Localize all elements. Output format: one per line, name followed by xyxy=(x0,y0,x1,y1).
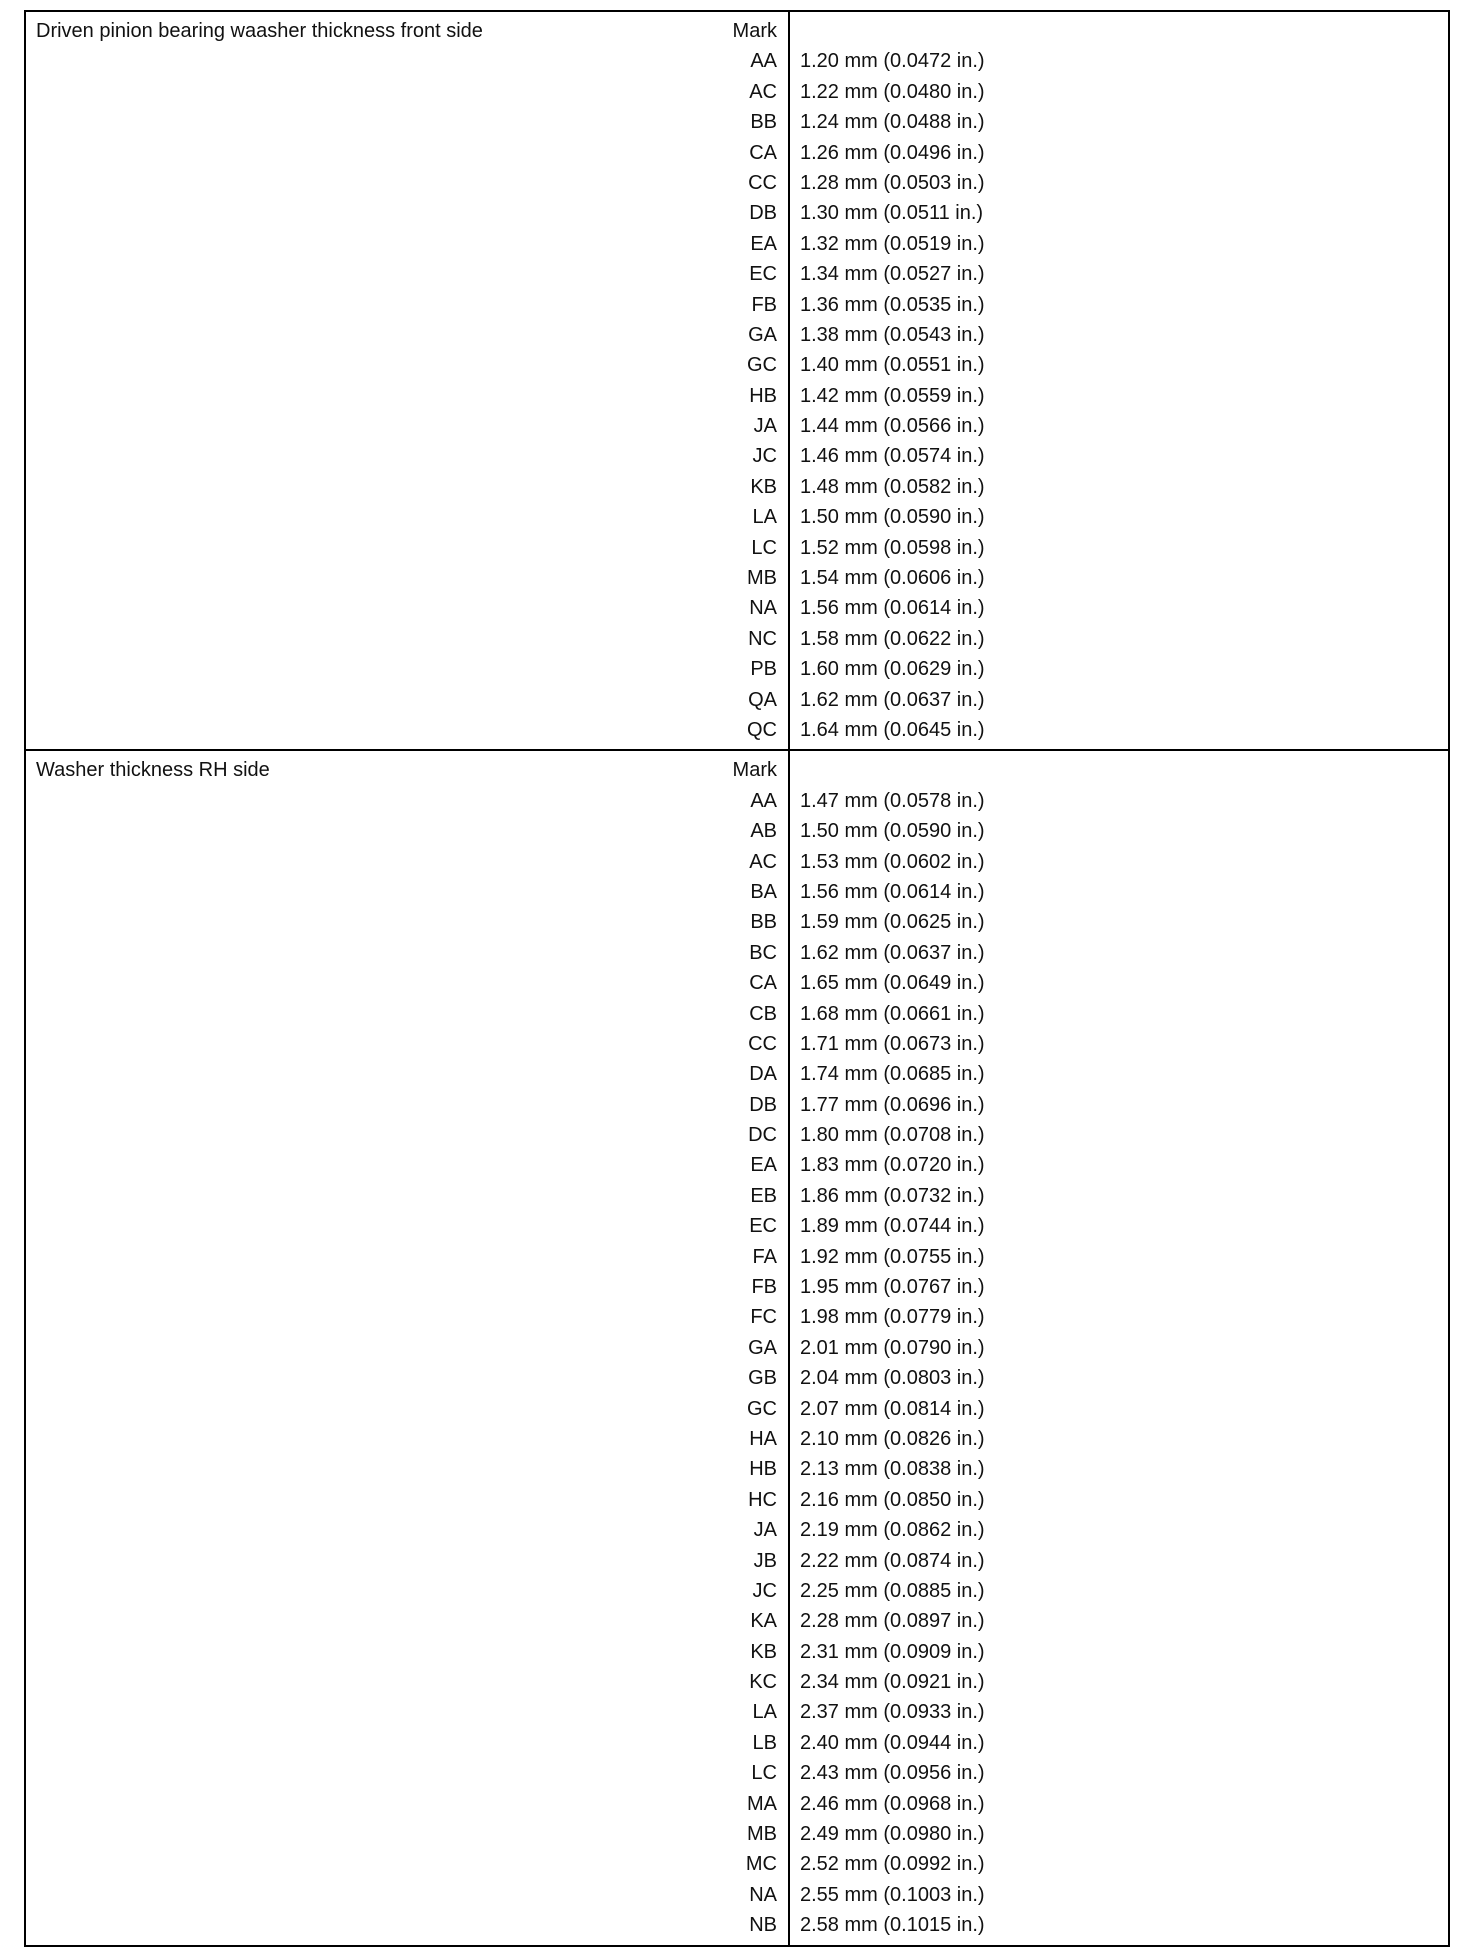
thickness-value: 2.16 mm (0.0850 in.) xyxy=(800,1488,985,1511)
thickness-value: 1.86 mm (0.0732 in.) xyxy=(800,1184,985,1207)
thickness-value: 1.32 mm (0.0519 in.) xyxy=(800,232,985,255)
mark-cell: GA xyxy=(748,1336,777,1359)
thickness-value: 1.56 mm (0.0614 in.) xyxy=(800,597,985,620)
thickness-value: 2.28 mm (0.0897 in.) xyxy=(800,1610,985,1633)
value-column xyxy=(790,12,1448,749)
thickness-value: 2.43 mm (0.0956 in.) xyxy=(800,1762,985,1785)
mark-cell: GB xyxy=(748,1367,777,1390)
mark-cell: GA xyxy=(748,323,777,346)
mark-cell: JB xyxy=(753,1549,777,1572)
mark-cell: BA xyxy=(750,880,777,903)
thickness-value: 1.58 mm (0.0622 in.) xyxy=(800,627,985,650)
mark-cell: NC xyxy=(748,627,777,650)
mark-cell: MC xyxy=(745,1853,777,1876)
mark-cell: LC xyxy=(751,1762,777,1785)
thickness-value: 1.98 mm (0.0779 in.) xyxy=(800,1306,985,1329)
mark-header: Mark xyxy=(732,20,777,42)
mark-list xyxy=(26,12,788,749)
mark-cell: QA xyxy=(748,688,777,711)
mark-cell: DB xyxy=(749,1093,777,1116)
thickness-value: 2.58 mm (0.1015 in.) xyxy=(800,1914,985,1937)
thickness-value: 2.34 mm (0.0921 in.) xyxy=(800,1671,985,1694)
thickness-value: 1.42 mm (0.0559 in.) xyxy=(800,384,985,407)
mark-cell: DB xyxy=(749,202,777,225)
value-header-blank xyxy=(790,755,1448,785)
mark-cell: DA xyxy=(749,1063,777,1086)
section-front-side xyxy=(26,12,1448,749)
thickness-value: 1.89 mm (0.0744 in.) xyxy=(800,1215,985,1238)
thickness-value: 1.44 mm (0.0566 in.) xyxy=(800,415,985,438)
mark-cell: AC xyxy=(749,850,777,873)
value-list xyxy=(790,12,1448,749)
value-header-blank xyxy=(790,16,1448,46)
mark-cell: NB xyxy=(749,1914,777,1937)
thickness-value: 2.49 mm (0.0980 in.) xyxy=(800,1823,985,1846)
thickness-value: 1.22 mm (0.0480 in.) xyxy=(800,80,985,103)
mark-cell: LB xyxy=(752,1731,777,1754)
mark-cell: EA xyxy=(750,1154,777,1177)
mark-cell: JC xyxy=(752,445,777,468)
thickness-value: 2.31 mm (0.0909 in.) xyxy=(800,1640,985,1663)
mark-cell: JC xyxy=(752,1579,777,1602)
thickness-value: 2.40 mm (0.0944 in.) xyxy=(800,1731,985,1754)
thickness-value: 1.56 mm (0.0614 in.) xyxy=(800,880,985,903)
label-column xyxy=(26,12,790,749)
mark-cell: EA xyxy=(750,232,777,255)
mark-cell: HB xyxy=(749,384,777,407)
thickness-value: 1.24 mm (0.0488 in.) xyxy=(800,111,985,134)
thickness-value: 1.71 mm (0.0673 in.) xyxy=(800,1032,985,1055)
thickness-value: 1.40 mm (0.0551 in.) xyxy=(800,354,985,377)
mark-cell: HC xyxy=(748,1488,777,1511)
mark-cell: GC xyxy=(747,354,777,377)
mark-cell: CC xyxy=(748,1032,777,1055)
mark-cell: CA xyxy=(749,972,777,995)
thickness-value: 1.77 mm (0.0696 in.) xyxy=(800,1093,985,1116)
value-list xyxy=(790,751,1448,1944)
mark-cell: KC xyxy=(749,1671,777,1694)
mark-cell: AC xyxy=(749,80,777,103)
mark-cell: HB xyxy=(749,1458,777,1481)
thickness-value: 1.83 mm (0.0720 in.) xyxy=(800,1154,985,1177)
thickness-value: 1.59 mm (0.0625 in.) xyxy=(800,911,985,934)
thickness-value: 1.74 mm (0.0685 in.) xyxy=(800,1063,985,1086)
mark-cell: LC xyxy=(751,536,777,559)
mark-cell: JA xyxy=(753,1519,777,1542)
thickness-value: 1.26 mm (0.0496 in.) xyxy=(800,141,985,164)
thickness-value: 1.48 mm (0.0582 in.) xyxy=(800,475,985,498)
mark-header: Mark xyxy=(732,759,777,782)
thickness-value: 1.34 mm (0.0527 in.) xyxy=(800,263,985,286)
thickness-value: 2.19 mm (0.0862 in.) xyxy=(800,1519,985,1542)
thickness-value: 1.95 mm (0.0767 in.) xyxy=(800,1276,985,1299)
mark-cell: EC xyxy=(749,263,777,286)
thickness-value: 1.47 mm (0.0578 in.) xyxy=(800,789,985,812)
mark-cell: QC xyxy=(747,718,777,741)
mark-cell: MA xyxy=(747,1792,777,1815)
mark-cell: DC xyxy=(748,1124,777,1147)
thickness-value: 2.01 mm (0.0790 in.) xyxy=(800,1336,985,1359)
thickness-value: 1.65 mm (0.0649 in.) xyxy=(800,972,985,995)
thickness-value: 1.62 mm (0.0637 in.) xyxy=(800,688,985,711)
thickness-value: 1.62 mm (0.0637 in.) xyxy=(800,941,985,964)
thickness-value: 1.53 mm (0.0602 in.) xyxy=(800,850,985,873)
thickness-value: 1.60 mm (0.0629 in.) xyxy=(800,658,985,681)
thickness-value: 2.07 mm (0.0814 in.) xyxy=(800,1397,985,1420)
mark-cell: LA xyxy=(752,506,777,529)
thickness-value: 1.54 mm (0.0606 in.) xyxy=(800,567,985,590)
mark-cell: EB xyxy=(750,1184,777,1207)
mark-cell: KA xyxy=(750,1610,777,1633)
mark-cell: FB xyxy=(751,293,777,316)
thickness-value: 2.37 mm (0.0933 in.) xyxy=(800,1701,985,1724)
spec-table xyxy=(24,10,1450,1947)
mark-cell: EC xyxy=(749,1215,777,1238)
thickness-value: 2.52 mm (0.0992 in.) xyxy=(800,1853,985,1876)
thickness-value: 2.10 mm (0.0826 in.) xyxy=(800,1427,985,1450)
thickness-value: 1.28 mm (0.0503 in.) xyxy=(800,171,985,194)
thickness-value: 1.38 mm (0.0543 in.) xyxy=(800,323,985,346)
mark-cell: CA xyxy=(749,141,777,164)
thickness-value: 1.50 mm (0.0590 in.) xyxy=(800,506,985,529)
thickness-value: 2.46 mm (0.0968 in.) xyxy=(800,1792,985,1815)
mark-cell: FC xyxy=(750,1306,777,1329)
label-column xyxy=(26,751,790,1944)
mark-cell: KB xyxy=(750,1640,777,1663)
mark-cell: NA xyxy=(749,597,777,620)
thickness-value: 2.04 mm (0.0803 in.) xyxy=(800,1367,985,1390)
section-rh-side xyxy=(26,749,1448,1944)
mark-cell: LA xyxy=(752,1701,777,1724)
mark-cell: BC xyxy=(749,941,777,964)
thickness-value: 1.68 mm (0.0661 in.) xyxy=(800,1002,985,1025)
section-title: Driven pinion bearing waasher thickness front side xyxy=(36,20,483,42)
thickness-value: 2.55 mm (0.1003 in.) xyxy=(800,1883,985,1906)
thickness-value: 1.36 mm (0.0535 in.) xyxy=(800,293,985,316)
mark-list xyxy=(26,751,788,1944)
thickness-value: 1.52 mm (0.0598 in.) xyxy=(800,536,985,559)
thickness-value: 2.22 mm (0.0874 in.) xyxy=(800,1549,985,1572)
thickness-value: 1.30 mm (0.0511 in.) xyxy=(800,202,984,225)
mark-cell: GC xyxy=(747,1397,777,1420)
section-title: Washer thickness RH side xyxy=(36,759,270,782)
thickness-value: 1.20 mm (0.0472 in.) xyxy=(800,50,985,73)
mark-cell: BB xyxy=(750,911,777,934)
thickness-value: 1.46 mm (0.0574 in.) xyxy=(800,445,985,468)
mark-cell: AB xyxy=(750,820,777,843)
mark-cell: MB xyxy=(747,1823,777,1846)
mark-cell: JA xyxy=(753,415,777,438)
mark-cell: FB xyxy=(751,1276,777,1299)
mark-cell: HA xyxy=(749,1427,777,1450)
thickness-value: 1.50 mm (0.0590 in.) xyxy=(800,820,985,843)
mark-cell: CB xyxy=(749,1002,777,1025)
thickness-value: 1.80 mm (0.0708 in.) xyxy=(800,1124,985,1147)
mark-cell: AA xyxy=(750,789,777,812)
thickness-value: 1.64 mm (0.0645 in.) xyxy=(800,718,985,741)
mark-cell: CC xyxy=(748,171,777,194)
mark-cell: PB xyxy=(750,658,777,681)
value-column xyxy=(790,751,1448,1944)
thickness-value: 2.25 mm (0.0885 in.) xyxy=(800,1579,985,1602)
thickness-value: 2.13 mm (0.0838 in.) xyxy=(800,1458,985,1481)
mark-cell: BB xyxy=(750,111,777,134)
mark-cell: NA xyxy=(749,1883,777,1906)
thickness-value: 1.92 mm (0.0755 in.) xyxy=(800,1245,985,1268)
mark-cell: FA xyxy=(752,1245,777,1268)
mark-cell: MB xyxy=(747,567,777,590)
mark-cell: AA xyxy=(750,50,777,73)
mark-cell: KB xyxy=(750,475,777,498)
